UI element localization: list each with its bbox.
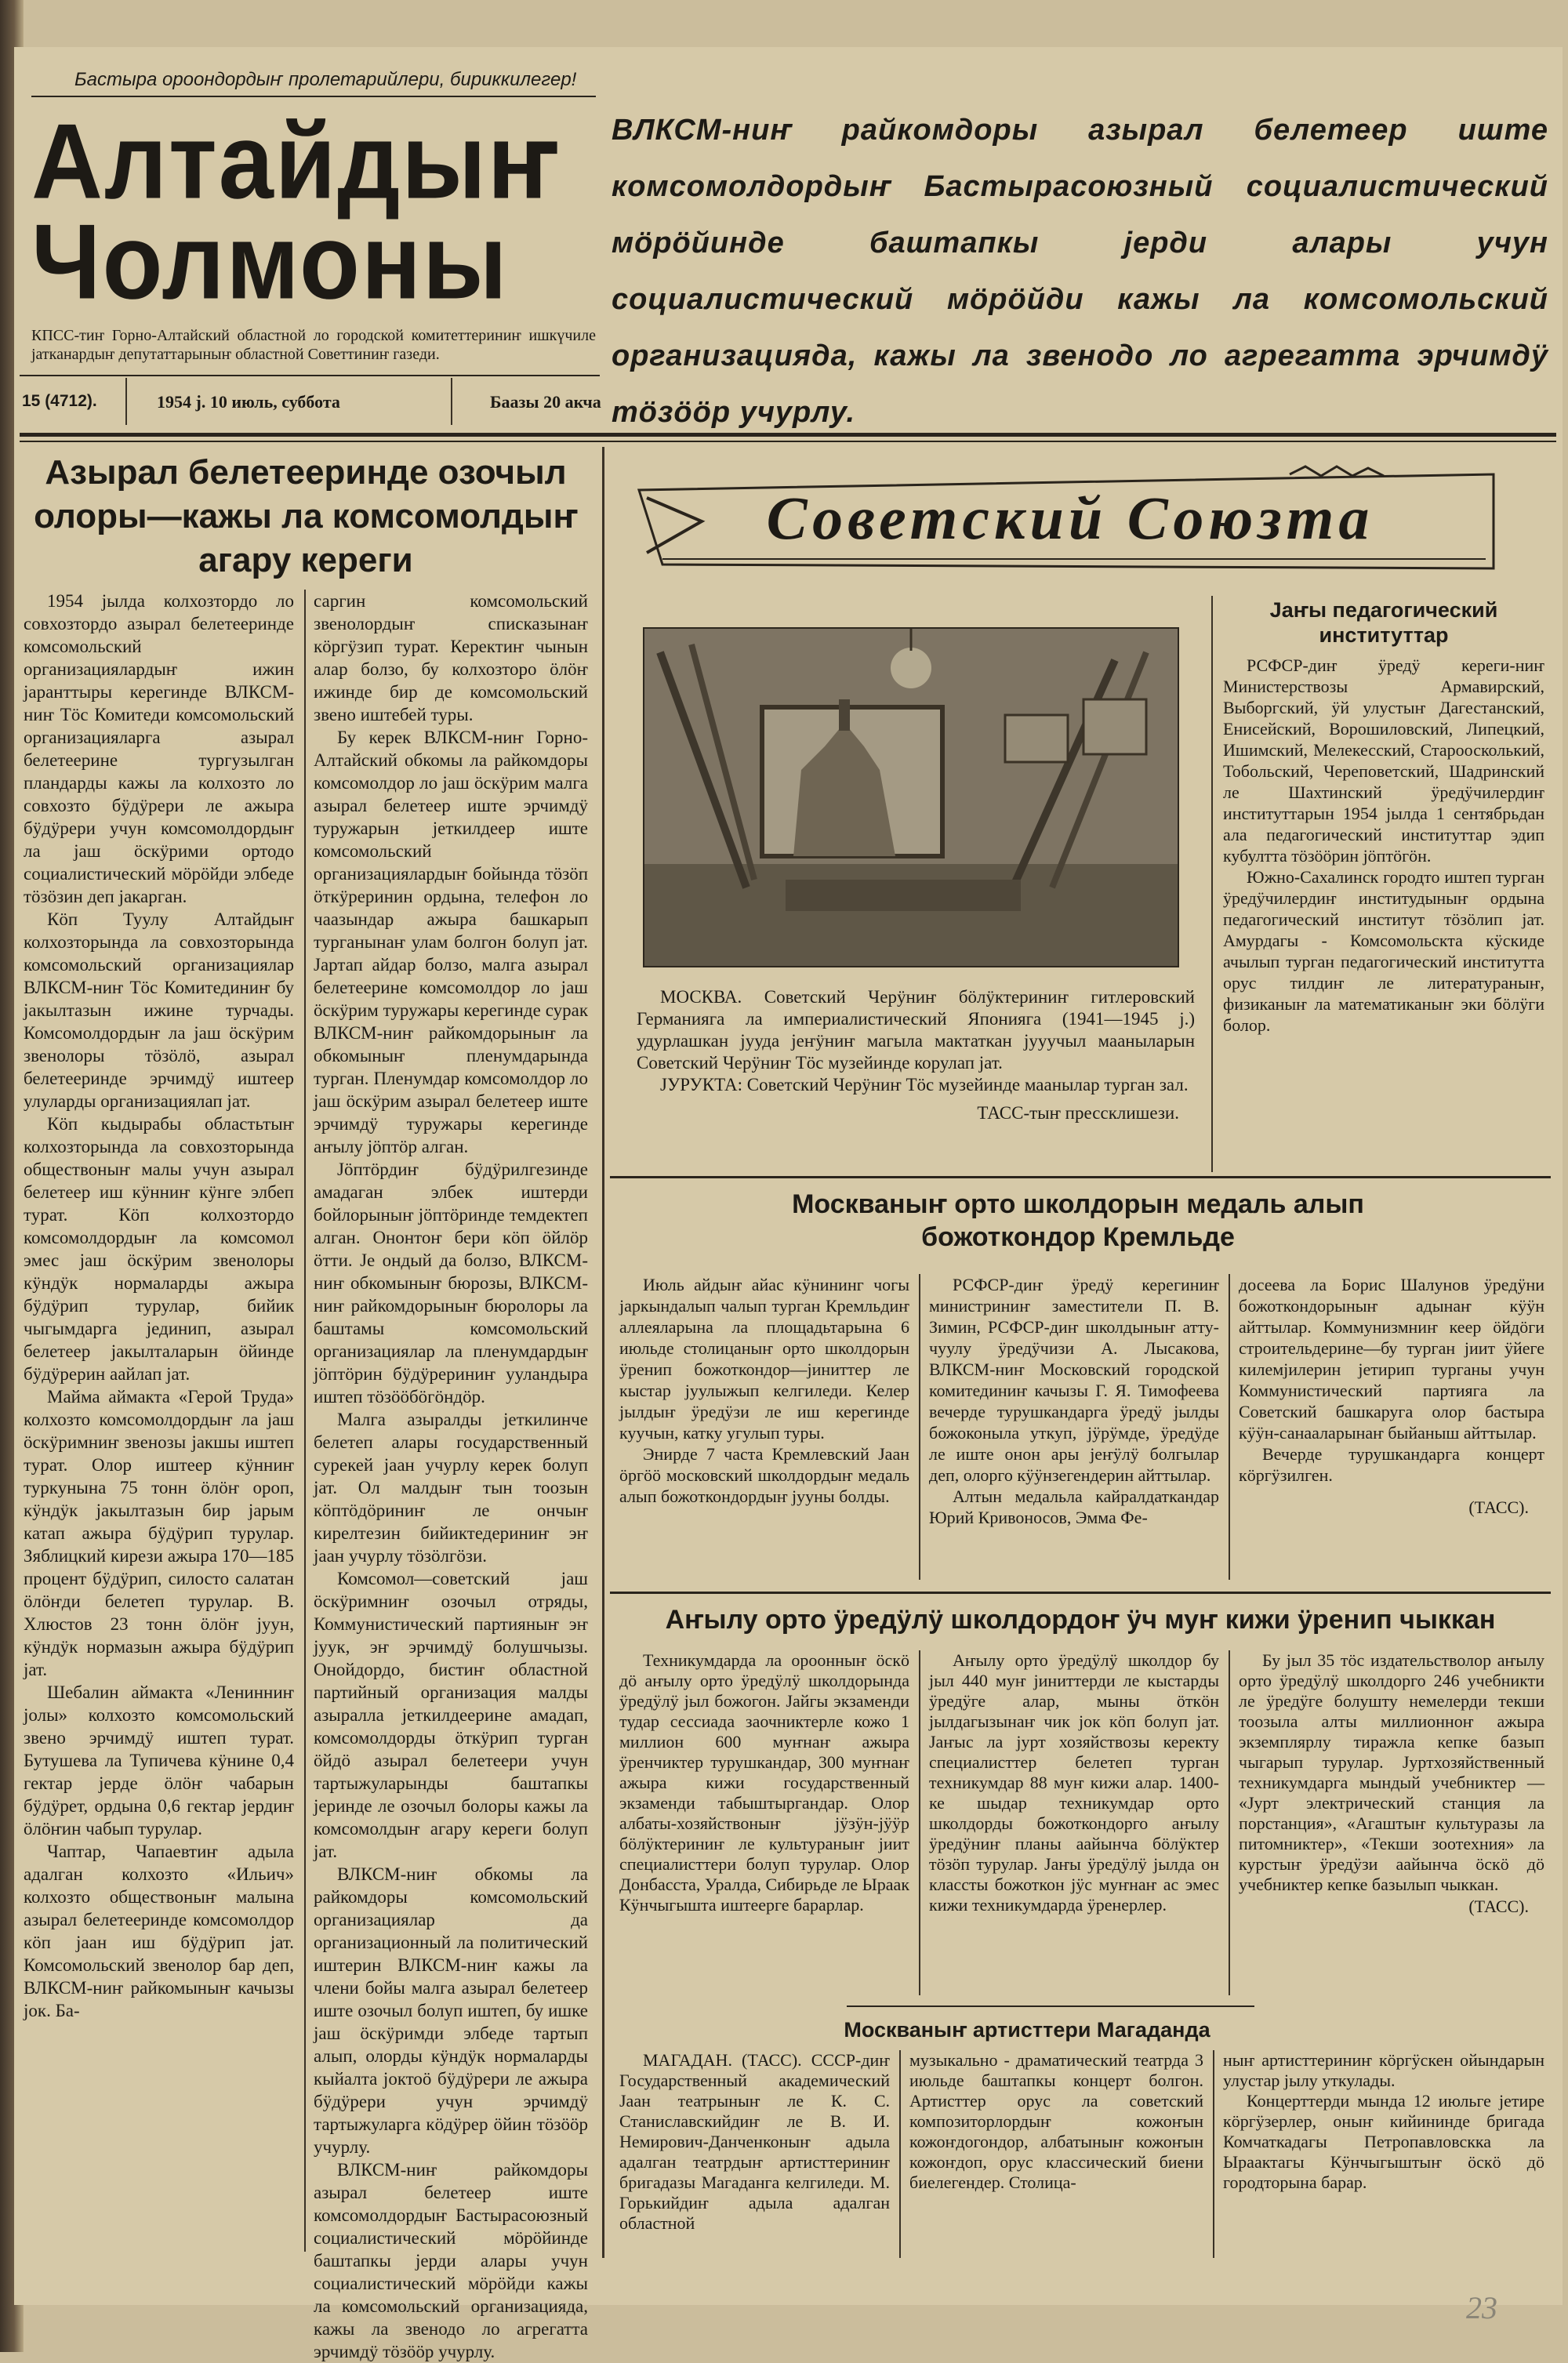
masthead-slogan: ВЛКСМ-ниҥ райкомдоры азырал белетеер иште комсомолдордыҥ Бастырасоюзный социалистический мӧрӧйинде баштапкы јерди алары учун социалистический мӧрӧйди кажы ла комсомольский организацияда, кажы ла звенодо ло агрегатта эрчимдӱ тӧзӧӧр учурлу. xyxy=(612,114,1548,429)
institutes-paragraph: РСФСР-диҥ ӱредӱ кереги-ниҥ Министерствозы Армавирский, Выборгский, ӱй улустыҥ Дагестанский, Енисейский, Ворошиловский, Липецкий, Ишимский, Мелекесский, Староосколький, Тобольский, Череповетский, Шадринский ле Шахтинский ӱредӱчилердиҥ институттарын 1954 јылда 1 сентябрьдан ала педагогический институттар эдип кубултта тӧзӧӧрин јӧптӧгӧн. xyxy=(1223,655,1544,866)
caption-text: МОСКВА. Советский Черӱниҥ бӧлӱктериниҥ гитлеровский Германияга ла империалистический Японияга (1941—1945 ј.) удурлашкан јууда јеҥӱниҥ магыла мактаткан јууучыл мааныларын Советский Черӱниҥ Тӧс музейинде корулап јат. xyxy=(637,987,1195,1073)
medal-paragraph: Июль айдыҥ айас кӱнининг чогы јаркындалып чалып турган Кремльдиҥ аллеяларына ла площадьтарына 6 июльде столицаныҥ орто школдорын ӱренип божоткондор—јиниттер ле кыстар јуулыжып келгиледи. Келер јылдыҥ ӱредӱзи ле иш керегинде куучын, катку угулып туры. xyxy=(619,1275,909,1443)
photo-caption xyxy=(637,986,1195,1124)
medal-paragraph: Алтын медальла кайралдаткандар Юрий Кривоносов, Эмма Фе- xyxy=(929,1486,1219,1527)
institutes-headline: Јаҥы педагогический институттар xyxy=(1269,598,1498,647)
nameplate-line1: Алтайдыҥ xyxy=(31,101,560,221)
medal-paragraph: Энирде 7 часта Кремлевский Јаан ӧргӧӧ московский школдордыҥ медаль алып божоткондордыҥ јууны болды. xyxy=(619,1444,909,1506)
soviet-union-banner xyxy=(631,466,1501,576)
lead-paragraph: Кӧп Туулу Алтайдыҥ колхозторында ла совхозторында комсомольский организациялар ВЛКСМ-ниҥ Тӧс Комитединиҥ бу јакылтазын ижине турчады. Комсомолдордыҥ ла јаш ӧскӱрим звенолоры тӧзӧлӧ, азырал белетееринде эрчимдӱ иштеер улуларды организациялап јат. xyxy=(24,909,294,1111)
issue-rule-top xyxy=(20,375,600,376)
medal-column-2 xyxy=(929,1274,1219,1528)
caption-subtext: ЈУРУКТА: Советский Черӱниҥ Тӧс музейинде маанылар турган зал. xyxy=(660,1075,1189,1094)
artists-paragraph: МАГАДАН. (ТАСС). СССР-диҥ Государственный академический Јаан театрыныҥ ле К. С. Станиславскийдиҥ ле В. И. Немирович-Данченконыҥ адыла адалган театрдыҥ артисттериниҥ бригадазы Магаданга келгиледи. М. Горькийдиҥ адыла адалган областной xyxy=(619,2050,890,2233)
artists-paragraph: Концерттерди мында 12 июльге јетире кӧргӱзерлер, оныҥ кийининде бригада Комчаткадагы Петропавловскка ла Ыраактагы Кӱнчыгыштыҥ ӧскӧ дӧ городторына барар. xyxy=(1223,2091,1544,2192)
issue-number: 15 (4712). xyxy=(22,392,97,410)
schools-paragraph: Аҥылу орто ӱредӱлӱ школдор бу јыл 440 муҥ јиниттерди ле кыстарды ӱредӱге алар, мыны ӧткӧн јылдагызынаҥ чик јок кӧп болуп јат. Јаҥыс ла јурт хозяйствозы керекту специалисттер белетеп турган техникумдар 88 муҥ кижи алар. 1400-ке шыдар техникумдар орто школдорды божоткондорго аҥылу ӱредӱниҥ планы аайынча бӧлӱктер тӧзӧп турулар. Јаҥы ӱредӱлӱ јылда он классты божоткон јӱс муҥнаҥ ас эмес кижи техникумдарда ӱренерлер. xyxy=(929,1650,1219,1915)
schools-paragraph: Техникумдарда ла ороонныҥ ӧскӧ дӧ аҥылу орто ӱредӱлӱ школдорында ӱредӱлӱ јыл божогон. Јайгы экзаменди тудар сессиада заочниктерле кожо 1 миллион 600 муҥнаҥ ажыра ӱренчиктер турушкандар, 300 муҥнаҥ ажыра кижи государственный экзаменди табыштыргандар. Олор албаты-хозяйствоныҥ јӱзӱн-јӱӱр бӧлӱктериниҥ ле культураныҥ јиит специалисттери болуп турулар. Олор Донбасста, Уралда, Сибирьде ле Ыраак Кӱнчыгышта иштеерге барарлар. xyxy=(619,1650,910,1915)
masthead-bottom-rule xyxy=(20,433,1556,437)
artists-divider-2 xyxy=(1213,2050,1214,2258)
medal-credit: (ТАСС). xyxy=(1468,1497,1529,1517)
schools-divider-1 xyxy=(919,1650,920,1995)
schools-column-1 xyxy=(619,1650,909,1915)
motto-rule xyxy=(31,96,596,97)
artists-column-2 xyxy=(909,2050,1203,2193)
nameplate-line2: Чолмоны xyxy=(31,201,509,321)
medal-paragraph: Вечерде турушкандарга концерт кӧргӱзилген. xyxy=(1239,1444,1544,1485)
lead-column-1 xyxy=(24,590,294,2260)
lead-paragraph: 1954 јылда колхозтордо ло совхозтордо азырал белетееринде комсомольский организациялардыҥ ижин јаранттыры керегинде ВЛКСМ-ниҥ Тӧс Комитеди комсомольский организацияларга азырал белетеерине тургузылган пландарды кажы ла колхозто ло совхозто бӱдӱрери ле ажыра бӱдӱрери учун комсомолдордыҥ ла јаш ӧскӱрими ортодо социалистический мӧрӧйди элбеде тӧзӧзин деп јакарган. xyxy=(24,591,294,906)
archive-page-mark: 23 xyxy=(1466,2290,1497,2325)
masthead-bottom-rule-thin xyxy=(20,441,1556,442)
medal-column-1 xyxy=(619,1274,909,1507)
lead-paragraph: Комсомол—советский јаш ӧскӱримниҥ озочыл отряды, Коммунистический партияныҥ эҥ јуук, эҥ эрчимдӱ болушчызы. Онойдордо, бистиҥ областной партийный организация малды азыралла јеткилдеерине амадап, комсомолдорды ӧткӱрип турган ӧйдӧ азырал белетеери учун тартыжуларынды баштапкы јеринде ле озочыл болоры кажы ла комсомолдыҥ агару кереги болуп јат. xyxy=(314,1569,588,1861)
lead-paragraph: Бу керек ВЛКСМ-ниҥ Горно-Алтайский обкомы ла райкомдоры комсомолдор ло јаш ӧскӱрим малга азырал белетеер иште эрчимдӱ туружарын јеткилдеер иште комсомольский организациялардыҥ бойында тӧзӧп ӧткӱреринин ордына, телефон ло чаазындар ажыра башкарып турганынаҥ улам болгон болуп јат. Јартап айдар болзо, малга азырал белетеерине комсомолдор ло јаш ӧскӱрим туружары керегинде сурак ВЛКСМ-ниҥ райкомдорыныҥ ла обкомыныҥ пленумдарында турган. Пленумдар комсомолдор ло јаш ӧскӱрим азырал белетеер иште эрчимдӱ туружары керегинде аҥылу јӧптӧр алган. xyxy=(314,728,588,1156)
schools-divider-2 xyxy=(1229,1650,1230,1995)
lead-paragraph: Кӧп кыдырабы областьтыҥ колхозторында ла совхозторында обществоныҥ малы учун азырал белетеер иш кӱнниҥ кӱнге элбеп турат. Кӧп колхозтордо комсомолдордыҥ ла комсомол эмес јаш ӧскӱрим звенолоры кӱндӱк нормаларды ажыра бӱдӱрип турулар, бийик чыгымдарга јединип, азырал белетеер јакылталарын ӧйинде бӱдӱрерин аайлап јат. xyxy=(24,1114,294,1384)
artists-paragraph: ныҥ артисттериниҥ кӧргӱскен ойындарын улустар јылу уткулады. xyxy=(1223,2050,1544,2090)
lead-headline: Азырал белетееринде озочыл олоры—кажы ла комсомолдыҥ агару кереги xyxy=(34,453,578,579)
masthead-motto: Бастыра ороондордыҥ пролетарийлери, бириккилегер! xyxy=(74,69,577,90)
issue-price: Баазы 20 акча xyxy=(490,392,601,412)
schools-column-3 xyxy=(1239,1650,1544,1917)
lead-paragraph: Малга азыралды јеткилинче белетеп алары государственный сурекей јаан учурлу керек болуп јат. Ол малдыҥ тын тоозын кӧптӧдӧриниҥ ле ончыҥ кирелтезин бийиктедериниҥ эҥ јаан учурлу тӧзӧлгӧзи. xyxy=(314,1410,588,1566)
banner-title: Советский Союзта xyxy=(766,484,1374,552)
medal-divider-1 xyxy=(919,1274,920,1580)
institutes-divider xyxy=(1211,596,1213,1172)
artists-top-rule xyxy=(847,2005,1254,2007)
lead-paragraph: ВЛКСМ-ниҥ райкомдоры азырал белетеер иште комсомолдордыҥ Бастырасоюзный социалистический мӧрӧйинде баштапкы јерди алары учун социалистический мӧрӧйди кажы ла комсомольский организацияда, кажы ла звенодо ло агрегатта эрчимдӱ тӧзӧӧр учурлу. xyxy=(314,2160,588,2361)
photo-illustration xyxy=(644,629,1178,966)
artists-headline: Москваныҥ артисттери Магаданда xyxy=(844,2018,1210,2042)
schools-top-rule xyxy=(610,1592,1551,1594)
lead-paragraph: Шебалин аймакта «Ленинниҥ јолы» колхозто комсомольский звено эрчимдӱ иштеп турат. Бутушева ла Тупичева кӱнине 0,4 гектар јерде ӧлӧҥ чабарын бӱдӱрет, ордына 0,6 гектар јердиҥ ӧлӧҥин чабып турулар. xyxy=(24,1682,294,1838)
issue-date: 1954 ј. 10 июль, суббота xyxy=(157,392,340,412)
lead-paragraph: Јӧптӧрдиҥ бӱдӱрилгезинде амадаган элбек иштерди бойлорыныҥ јӧптӧринде темдектеп алган. Ононтоҥ бери кӧп ӧйлӧр ӧтти. Је ондый да болзо, ВЛКСМ-ниҥ обкомыныҥ бюрозы, ВЛКСМ-ниҥ райкомдорыныҥ бюролоры ла баштамы комсомольский организациялар ла пленумдардыҥ јӧптӧрин бӱдӱрериниҥ ууландыра иштеп тӧзӧӧбӧгӧндӧр. xyxy=(314,1160,588,1407)
artists-column-1 xyxy=(619,2050,890,2234)
schools-column-2 xyxy=(929,1650,1219,1915)
artists-column-3 xyxy=(1223,2050,1544,2193)
medal-paragraph: РСФСР-диҥ ӱредӱ керегиниҥ министриниҥ заместители П. В. Зимин, РСФСР-диҥ школдыныҥ атту-чуулу ӱредӱчизи А. Лысакова, ВЛКСМ-ниҥ Московский городской комитединиҥ качызы Г. Я. Тимофеева вечерде турушкандарга ӱредӱ јылды божоконыла уткуп, јӱрӱмде, ӱредӱде ле иште онон ары јеҥӱлӱ болгылар деп, олорго кӱӱнзегендерин айттылар. xyxy=(929,1275,1219,1485)
medal-divider-2 xyxy=(1229,1274,1230,1580)
institutes-paragraph: Южно-Сахалинск городто иштеп турган ӱредӱчилердиҥ институдыныҥ ордына педагогический институт тӧзӧлип јат. Амурдагы - Комсомольскта кӱскиде ачылып турган педагогический институтта орус тилдиҥ ле литератураныҥ, физиканыҥ ла математиканыҥ эки бӧлӱги болор. xyxy=(1223,867,1544,1035)
lead-paragraph: Майма аймакта «Герой Труда» колхозто комсомолдордыҥ ла јаш ӧскӱримниҥ звенозы јакшы иштеп турат. Олор иштееp кӱнниҥ туркунына 75 тонн ӧлӧҥ ороп, кӱндӱк јакылтазын бир јарым катап ажыра бӱдӱрип турулар. Зяблицкий кирези ажыра 170—185 процент бӱдӱрип, силосто салатан ӧлӧҥди белетеп турулар. В. Хлюстов 23 тонн ӧлӧҥ јуун, кӱндӱк нормазын ажыра бӱдӱрип јат. xyxy=(24,1387,294,1679)
schools-paragraph: Бу јыл 35 тӧс издательстволор аҥылу орто ӱредӱлӱ школдорго 246 учебникти ле ӱредӱге болушту немелерди текши тоозыла алты миллионноҥ ажыра экземплярлу тиражла кепке базып чыгарып турулар. Јуртхозяйственный техникумдарга мындый учебниктер — «Јурт электрический станция ла порстанция», «Агаштыҥ культуразы ла питомниктер», «Текши зоотехния» ла курстыҥ ӱредӱзи аайынча ӧскӧ дӧ учебниктер кепке базылып чыккан. xyxy=(1239,1650,1544,1894)
museum-hall-photo xyxy=(643,627,1179,967)
lead-paragraph: ВЛКСМ-ниҥ обкомы ла райкомдоры комсомольский организациялар да организационный ла политический иштерин ВЛКСМ-ниҥ кажы ла члени бойы малга азырал белетеер иште озочыл болуп иштеп, бу ишке јаш ӧскӱримди элбеде тартып алып, олорды кӱндӱк нормаларды кыйалта јоктоӧ бӱдӱрери ле ажыра бӱдӱрери учун эрчимдӱ тартыжуларга кӧдӱрер ӧйин тӧзӧӧр учурлу. xyxy=(314,1864,588,2157)
lead-column-divider xyxy=(304,590,306,2252)
artists-divider-1 xyxy=(899,2050,901,2258)
schools-credit: (ТАСС). xyxy=(1468,1897,1529,1916)
masthead-publisher: КПСС-тиҥ Горно-Алтайский областной ло городской комитеттериниҥ ишкүчиле јатканардыҥ депутаттарыныҥ областной Советтиниҥ газеди. xyxy=(31,327,596,363)
institutes-text xyxy=(1223,655,1544,1036)
issue-divider-1 xyxy=(125,378,127,425)
medal-column-3 xyxy=(1239,1274,1544,1518)
issue-divider-2 xyxy=(451,378,452,425)
medal-headline: Москваныҥ орто школдорын медаль алып божоткондор Кремльде xyxy=(792,1189,1364,1252)
medal-paragraph: досеева ла Борис Шалунов ӱредӱни божоткондорыныҥ адынаҥ кӱӱн айттылар. Коммунизмниҥ кеер ӧйдӧги строительдерине—бу турган јиит ӱйеге килемјилерин јетирип турганы учун Коммунистический партияга ла Советский башкаруга олор бастыра кӱӱн-санааларынаҥ быйаныш айттылар. xyxy=(1239,1275,1544,1443)
artists-paragraph: музыкально - драматический театрда 3 июльде баштапкы концерт болгон. Артисттер орус ла советский композиторлордыҥ кожоҥын кожоҥдогондор, албатыныҥ кожоҥын кожоҥдоп, орус классический биени биелегендер. Столица- xyxy=(909,2050,1203,2192)
lead-column-2 xyxy=(314,590,588,2361)
lead-paragraph: саргин комсомольский звенолордыҥ списказынаҥ кӧргӱзип турат. Керектиҥ чынын алар болзо, бу колхозторо ӧлӧҥ ижинде бир де комсомольский звено иштебей туры. xyxy=(314,591,588,724)
main-column-divider xyxy=(602,447,604,2258)
caption-credit: ТАСС-тыҥ прессклишези. xyxy=(977,1103,1179,1123)
medal-top-rule xyxy=(610,1176,1551,1178)
schools-headline: Аҥылу орто ӱредӱлӱ школдордоҥ ӱч муҥ кижи ӱренип чыккан xyxy=(665,1605,1496,1635)
lead-paragraph: Чаптар, Чапаевтиҥ адыла адалган колхозто «Ильич» колхозто обществоныҥ малына азырал белетееринде комсомолдор кӧп јаан иш бӱдӱрип јат. Комсомольский звенолор бар деп, ВЛКСМ-ниҥ райкомыныҥ качызы јок. Ба- xyxy=(24,1842,294,2020)
